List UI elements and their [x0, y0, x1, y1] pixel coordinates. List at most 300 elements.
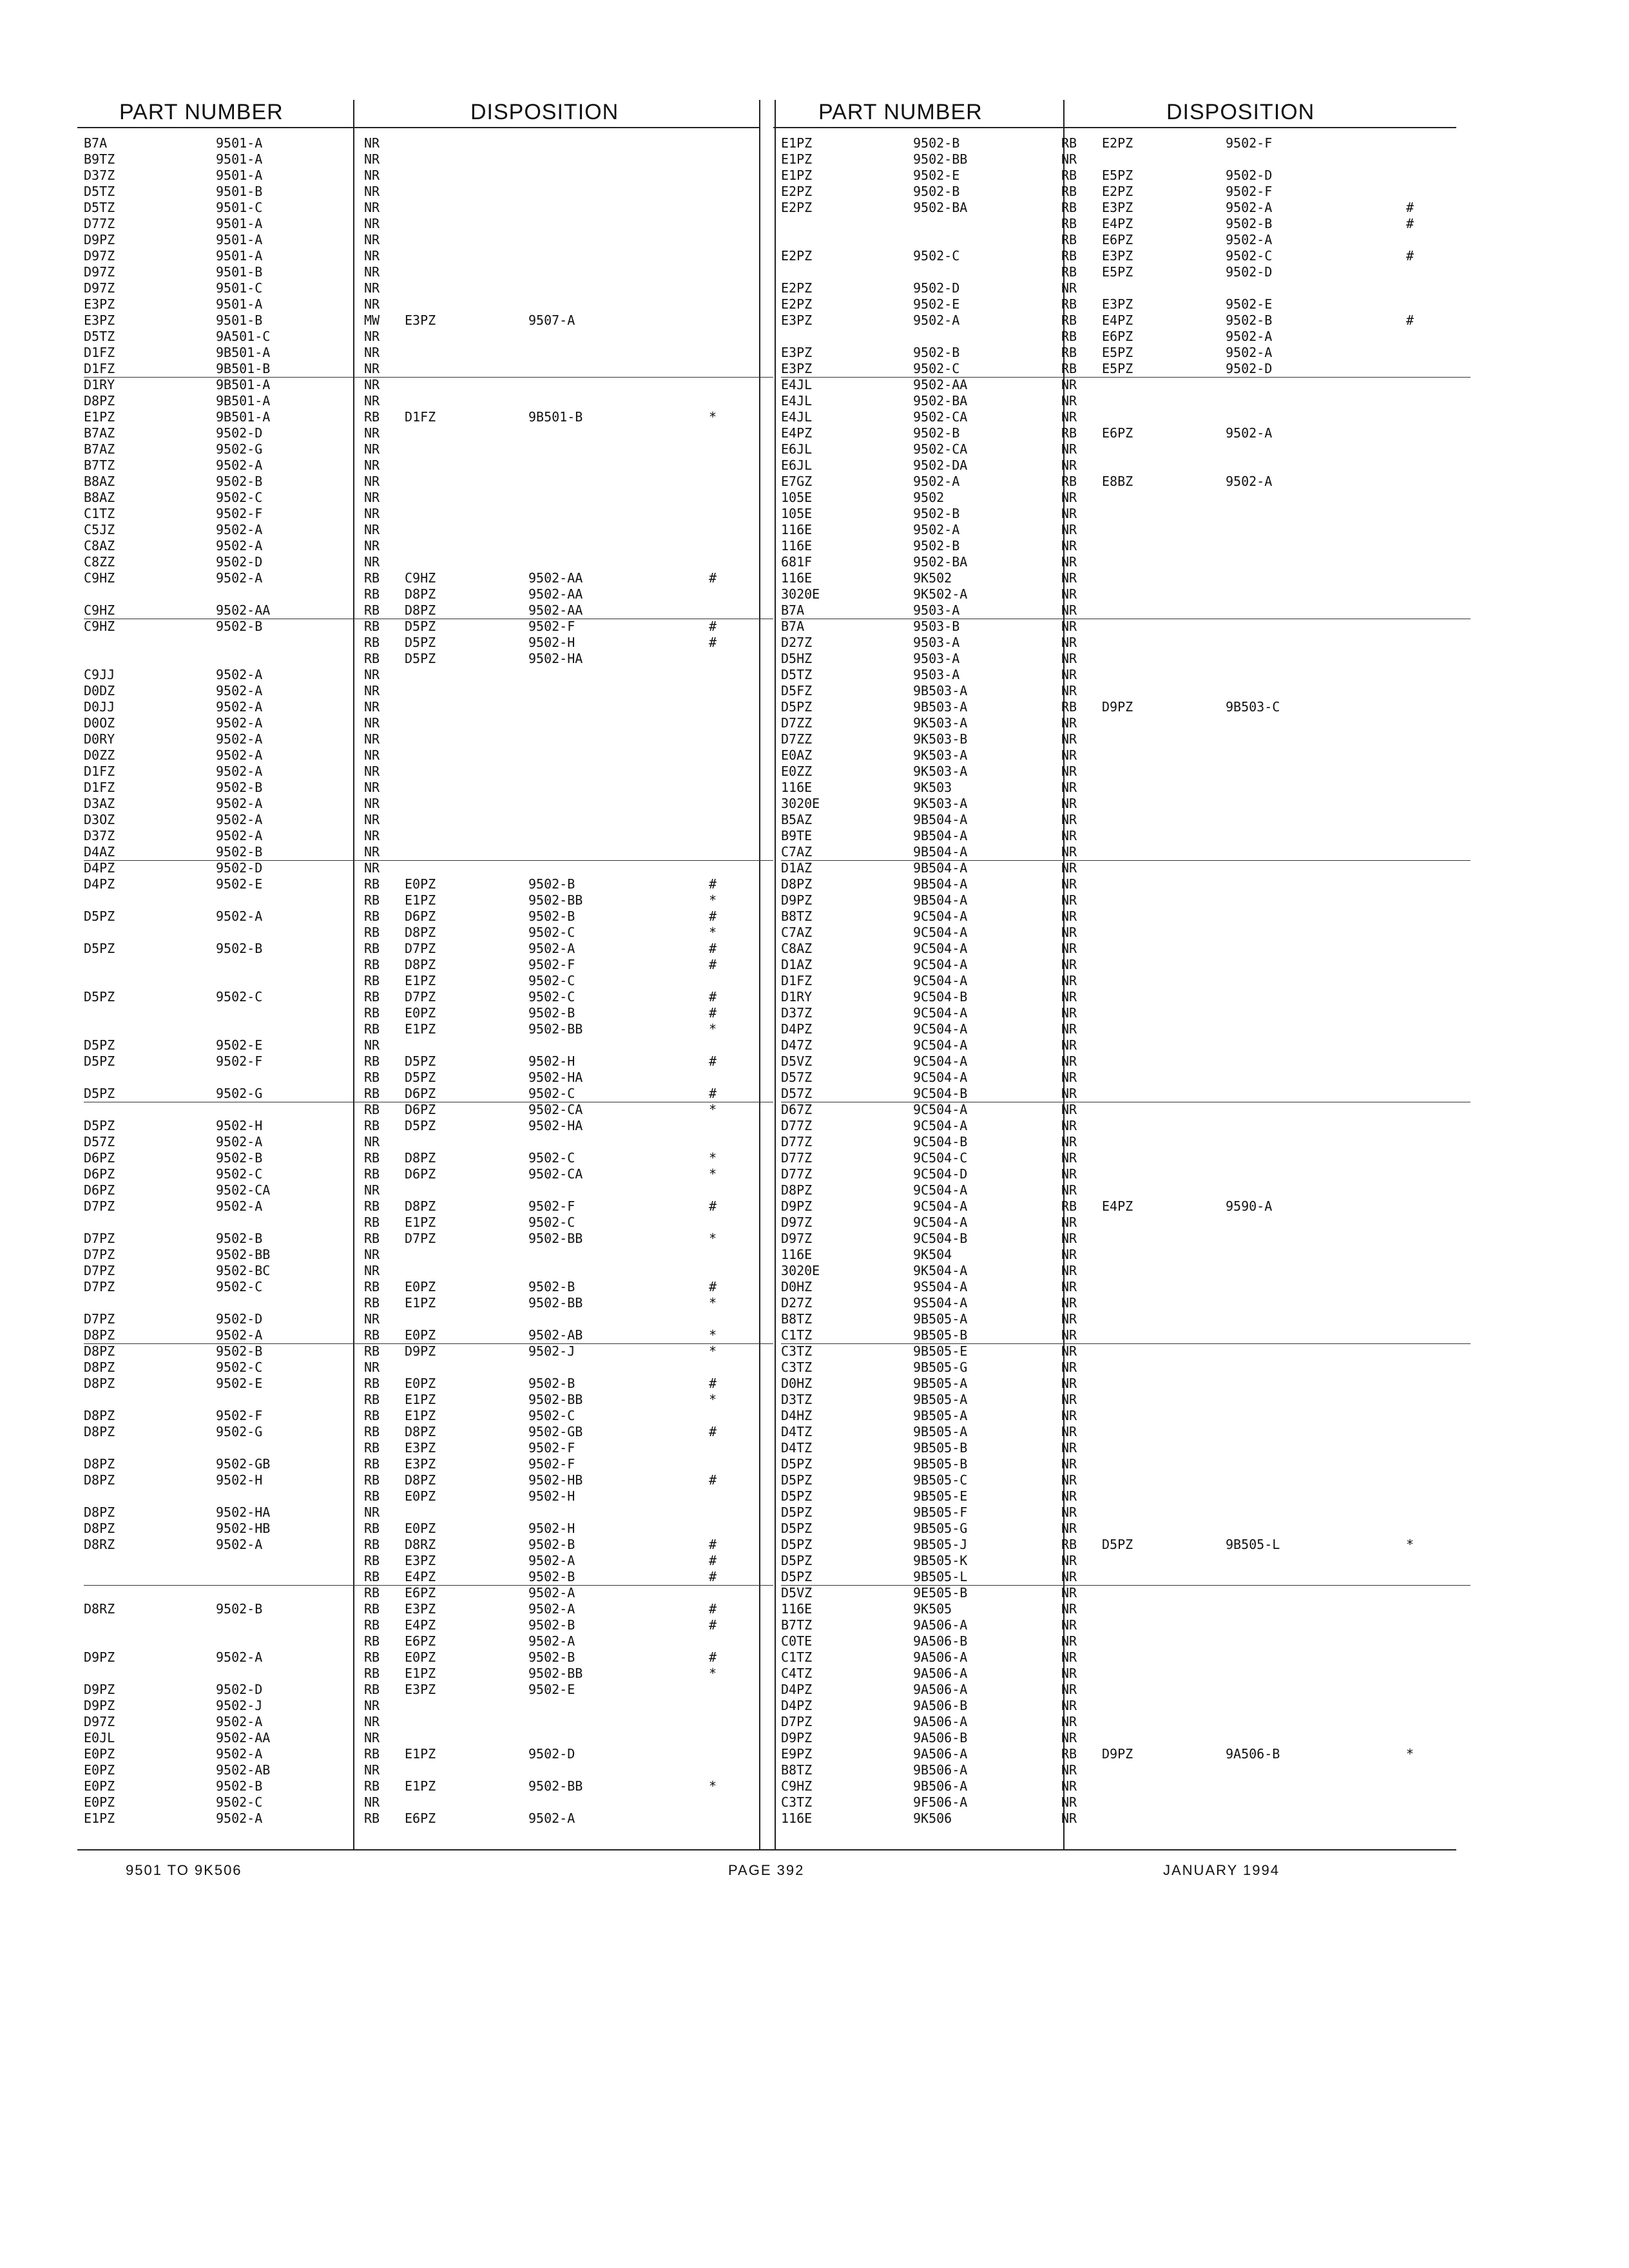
part-suffix-cell: 9B505-A: [913, 1376, 968, 1391]
part-number-cell: E3PZ: [84, 296, 115, 312]
mark-cell: #: [709, 1617, 717, 1633]
part-number-cell: B8TZ: [781, 1311, 813, 1327]
successor-part-cell: E0PZ: [405, 1649, 436, 1665]
successor-part-cell: D8PZ: [405, 1424, 436, 1439]
part-number-cell: D57Z: [781, 1070, 813, 1085]
part-suffix-cell: 9502-C: [216, 989, 263, 1004]
mark-cell: #: [1406, 216, 1414, 231]
part-suffix-cell: 9502-BC: [216, 1263, 271, 1278]
successor-part-cell: C9HZ: [405, 570, 436, 586]
part-suffix-cell: 9B503-A: [913, 683, 968, 698]
part-suffix-cell: 9502-B: [913, 506, 960, 521]
disposition-code-cell: NR: [1061, 764, 1077, 779]
table-row: [781, 796, 1470, 812]
successor-suffix-cell: 9502-F: [528, 619, 575, 634]
part-number-cell: C8ZZ: [84, 554, 115, 570]
part-number-cell: D5TZ: [781, 667, 813, 682]
disposition-code-cell: NR: [364, 554, 380, 570]
part-suffix-cell: 9C504-A: [913, 1005, 968, 1021]
successor-suffix-cell: 9502-F: [528, 1456, 575, 1472]
disposition-code-cell: NR: [1061, 538, 1077, 553]
table-row: [781, 1198, 1470, 1215]
part-suffix-cell: 9K505: [913, 1601, 952, 1617]
table-row: [781, 312, 1470, 329]
disposition-code-cell: NR: [364, 345, 380, 360]
mark-cell: *: [709, 1021, 717, 1037]
table-row: [84, 586, 773, 602]
part-number-cell: D0DZ: [84, 683, 115, 698]
part-number-cell: D37Z: [781, 1005, 813, 1021]
disposition-code-cell: NR: [364, 329, 380, 344]
disposition-code-cell: NR: [364, 812, 380, 827]
disposition-code-cell: NR: [364, 860, 380, 876]
part-number-cell: D97Z: [84, 1714, 115, 1729]
part-suffix-cell: 9C504-A: [913, 908, 968, 924]
mark-cell: #: [709, 1472, 717, 1488]
table-row: [84, 747, 773, 764]
part-suffix-cell: 9B505-E: [913, 1343, 968, 1359]
table-row: [781, 699, 1470, 715]
part-number-cell: D5VZ: [781, 1053, 813, 1069]
part-number-cell: D5TZ: [84, 184, 115, 199]
part-suffix-cell: 9502-C: [216, 490, 263, 505]
part-number-cell: D7PZ: [84, 1279, 115, 1294]
table-row: [84, 1601, 773, 1617]
part-suffix-cell: 9502-J: [216, 1698, 263, 1713]
disposition-code-cell: RB: [1061, 345, 1077, 360]
part-number-cell: C1TZ: [84, 506, 115, 521]
part-number-cell: E2PZ: [781, 200, 813, 215]
part-number-cell: 116E: [781, 1601, 813, 1617]
disposition-code-cell: RB: [1061, 135, 1077, 151]
part-suffix-cell: 9502-C: [216, 1360, 263, 1375]
part-number-cell: D4TZ: [781, 1440, 813, 1456]
part-suffix-cell: 9C504-A: [913, 1215, 968, 1230]
part-number-cell: D1RY: [781, 989, 813, 1004]
part-number-cell: D5PZ: [781, 1553, 813, 1568]
successor-suffix-cell: 9502-AB: [528, 1327, 583, 1343]
successor-suffix-cell: 9502-A: [1226, 200, 1273, 215]
part-suffix-cell: 9A501-C: [216, 329, 271, 344]
successor-suffix-cell: 9502-B: [528, 876, 575, 892]
part-suffix-cell: 9A506-A: [913, 1666, 968, 1681]
group-rule: [781, 860, 1470, 861]
part-suffix-cell: 9502-A: [216, 908, 263, 924]
part-number-cell: C3TZ: [781, 1360, 813, 1375]
part-suffix-cell: 9502-D: [216, 860, 263, 876]
disposition-code-cell: NR: [364, 1247, 380, 1262]
disposition-code-cell: RB: [364, 1070, 380, 1085]
table-row: [781, 1037, 1470, 1053]
part-number-cell: E4JL: [781, 409, 813, 425]
disposition-code-cell: NR: [1061, 1601, 1077, 1617]
successor-suffix-cell: 9502-BB: [528, 1666, 583, 1681]
disposition-code-cell: NR: [1061, 941, 1077, 956]
table-row: [84, 248, 773, 264]
part-number-cell: D8RZ: [84, 1537, 115, 1552]
successor-suffix-cell: 9502-BB: [528, 892, 583, 908]
part-suffix-cell: 9502-C: [216, 1279, 263, 1294]
table-row: [84, 1343, 773, 1360]
table-row: [84, 1440, 773, 1456]
disposition-code-cell: NR: [364, 393, 380, 408]
part-suffix-cell: 9B505-A: [913, 1424, 968, 1439]
successor-suffix-cell: 9502-A: [528, 1553, 575, 1568]
successor-part-cell: E0PZ: [405, 1279, 436, 1294]
mark-cell: #: [709, 1537, 717, 1552]
part-number-cell: C1TZ: [781, 1327, 813, 1343]
successor-suffix-cell: 9502-A: [1226, 425, 1273, 441]
part-suffix-cell: 9503-A: [913, 602, 960, 618]
part-suffix-cell: 9C504-A: [913, 1118, 968, 1133]
successor-part-cell: E3PZ: [405, 312, 436, 328]
table-row: [84, 651, 773, 667]
successor-suffix-cell: 9502-A: [1226, 232, 1273, 247]
successor-part-cell: E3PZ: [405, 1440, 436, 1456]
disposition-code-cell: NR: [1061, 844, 1077, 860]
part-number-cell: D97Z: [84, 264, 115, 280]
part-number-cell: D6PZ: [84, 1182, 115, 1198]
table-row: [84, 699, 773, 715]
disposition-code-cell: RB: [364, 409, 380, 425]
successor-suffix-cell: 9502-HA: [528, 1118, 583, 1133]
table-row: [84, 522, 773, 538]
disposition-code-cell: NR: [364, 168, 380, 183]
table-row: [781, 1488, 1470, 1504]
part-number-cell: 116E: [781, 1247, 813, 1262]
disposition-code-cell: RB: [1061, 232, 1077, 247]
part-number-cell: D4PZ: [781, 1021, 813, 1037]
successor-suffix-cell: 9502-C: [528, 1408, 575, 1423]
table-row: [781, 1521, 1470, 1537]
table-row: [781, 248, 1470, 264]
disposition-code-cell: NR: [364, 457, 380, 473]
disposition-code-cell: RB: [364, 1408, 380, 1423]
disposition-code-cell: NR: [364, 474, 380, 489]
part-number-cell: E9PZ: [781, 1746, 813, 1762]
successor-part-cell: E3PZ: [405, 1553, 436, 1568]
disposition-code-cell: NR: [364, 441, 380, 457]
disposition-code-cell: RB: [1061, 248, 1077, 264]
table-row: [84, 474, 773, 490]
disposition-code-cell: RB: [1061, 329, 1077, 344]
disposition-code-cell: NR: [1061, 1714, 1077, 1729]
part-suffix-cell: 9503-B: [913, 619, 960, 634]
successor-part-cell: E1PZ: [405, 973, 436, 988]
disposition-code-cell: NR: [364, 264, 380, 280]
disposition-code-cell: NR: [364, 1263, 380, 1278]
part-suffix-cell: 9K504-A: [913, 1263, 968, 1278]
part-number-cell: D0HZ: [781, 1376, 813, 1391]
part-number-cell: D4HZ: [781, 1408, 813, 1423]
table-row: [84, 941, 773, 957]
table-row: [84, 731, 773, 747]
table-row: [781, 683, 1470, 699]
part-suffix-cell: 9502-A: [216, 570, 263, 586]
part-suffix-cell: 9502-BA: [913, 393, 968, 408]
disposition-code-cell: NR: [1061, 1778, 1077, 1794]
table-row: [781, 1295, 1470, 1311]
part-number-cell: D5VZ: [781, 1585, 813, 1600]
disposition-code-cell: NR: [364, 764, 380, 779]
disposition-code-cell: NR: [1061, 1521, 1077, 1536]
part-number-cell: D1FZ: [84, 780, 115, 795]
successor-suffix-cell: 9502-A: [1226, 329, 1273, 344]
table-row: [84, 973, 773, 989]
part-suffix-cell: 9B505-B: [913, 1456, 968, 1472]
part-number-cell: D5TZ: [84, 200, 115, 215]
part-number-cell: D5PZ: [84, 989, 115, 1004]
table-row: [781, 425, 1470, 441]
table-row: [781, 715, 1470, 731]
part-suffix-cell: 9502-G: [216, 1086, 263, 1101]
part-suffix-cell: 9502-B: [216, 1778, 263, 1794]
disposition-code-cell: RB: [364, 651, 380, 666]
table-row: [84, 1247, 773, 1263]
table-row: [84, 957, 773, 973]
mark-cell: #: [1406, 200, 1414, 215]
successor-suffix-cell: 9502-A: [1226, 345, 1273, 360]
disposition-code-cell: NR: [1061, 1569, 1077, 1584]
mark-cell: *: [709, 1392, 717, 1407]
disposition-code-cell: RB: [1061, 361, 1077, 376]
part-suffix-cell: 9502-D: [216, 554, 263, 570]
part-suffix-cell: 9502-B: [216, 1150, 263, 1166]
part-number-cell: C0TE: [781, 1633, 813, 1649]
part-suffix-cell: 9501-C: [216, 200, 263, 215]
part-suffix-cell: 9502-E: [216, 1037, 263, 1053]
part-number-cell: B5AZ: [781, 812, 813, 827]
disposition-code-cell: NR: [364, 361, 380, 376]
table-row: [781, 731, 1470, 747]
table-row: [84, 1504, 773, 1521]
successor-part-cell: D1FZ: [405, 409, 436, 425]
disposition-code-cell: RB: [364, 1521, 380, 1536]
part-suffix-cell: 9502-GB: [216, 1456, 271, 1472]
disposition-code-cell: NR: [364, 699, 380, 715]
table-row: [781, 329, 1470, 345]
disposition-code-cell: RB: [364, 1472, 380, 1488]
table-row: [84, 184, 773, 200]
disposition-code-cell: NR: [1061, 1376, 1077, 1391]
successor-part-cell: E0PZ: [405, 876, 436, 892]
table-row: [84, 1392, 773, 1408]
part-suffix-cell: 9502-CA: [913, 441, 968, 457]
mark-cell: *: [1406, 1537, 1414, 1552]
table-row: [781, 651, 1470, 667]
part-number-cell: D8PZ: [781, 876, 813, 892]
disposition-code-cell: NR: [1061, 1666, 1077, 1681]
disposition-code-cell: RB: [364, 1649, 380, 1665]
table-row: [84, 1488, 773, 1504]
successor-suffix-cell: 9502-BB: [528, 1778, 583, 1794]
part-suffix-cell: 9B505-G: [913, 1521, 968, 1536]
part-suffix-cell: 9502-BB: [216, 1247, 271, 1262]
table-row: [781, 1762, 1470, 1778]
disposition-code-cell: NR: [364, 200, 380, 215]
part-number-cell: E3PZ: [781, 312, 813, 328]
mark-cell: *: [709, 1166, 717, 1182]
mark-cell: #: [709, 941, 717, 956]
disposition-code-cell: RB: [364, 1118, 380, 1133]
successor-part-cell: D8PZ: [405, 1472, 436, 1488]
successor-part-cell: E2PZ: [1102, 184, 1133, 199]
table-row: [84, 232, 773, 248]
successor-suffix-cell: 9502-B: [528, 908, 575, 924]
table-row: [84, 1714, 773, 1730]
part-number-cell: 3020E: [781, 796, 820, 811]
table-row: [84, 409, 773, 425]
right-header: [773, 100, 1456, 128]
disposition-code-cell: RB: [1061, 216, 1077, 231]
part-number-cell: D77Z: [84, 216, 115, 231]
part-suffix-cell: 9502-A: [216, 683, 263, 698]
table-row: [781, 1086, 1470, 1102]
successor-part-cell: D6PZ: [405, 1102, 436, 1117]
right-part-number-header: PART NUMBER: [818, 100, 983, 124]
disposition-code-cell: RB: [364, 1343, 380, 1359]
part-suffix-cell: 9C504-A: [913, 1070, 968, 1085]
part-number-cell: D7PZ: [84, 1198, 115, 1214]
part-suffix-cell: 9502: [913, 490, 945, 505]
successor-part-cell: E8BZ: [1102, 474, 1133, 489]
disposition-code-cell: NR: [1061, 780, 1077, 795]
group-rule: [84, 860, 773, 861]
part-number-cell: D4AZ: [84, 844, 115, 860]
part-number-cell: D77Z: [781, 1134, 813, 1149]
table-row: [781, 200, 1470, 216]
part-suffix-cell: 9502-AA: [216, 1730, 271, 1745]
successor-suffix-cell: 9502-E: [528, 1682, 575, 1697]
successor-suffix-cell: 9A506-B: [1226, 1746, 1280, 1762]
part-suffix-cell: 9F506-A: [913, 1794, 968, 1810]
successor-suffix-cell: 9502-D: [1226, 264, 1273, 280]
part-number-cell: C5JZ: [84, 522, 115, 537]
successor-part-cell: E1PZ: [405, 892, 436, 908]
disposition-code-cell: NR: [1061, 1504, 1077, 1520]
disposition-code-cell: NR: [1061, 1053, 1077, 1069]
table-row: [84, 1279, 773, 1295]
part-suffix-cell: 9502-A: [216, 1714, 263, 1729]
left-part-number-header: PART NUMBER: [119, 100, 284, 124]
mark-cell: #: [709, 1053, 717, 1069]
part-suffix-cell: 9A506-B: [913, 1698, 968, 1713]
successor-suffix-cell: 9502-F: [1226, 184, 1273, 199]
part-number-cell: B7TZ: [84, 457, 115, 473]
part-suffix-cell: 9C504-A: [913, 1102, 968, 1117]
part-suffix-cell: 9K503-A: [913, 764, 968, 779]
part-number-cell: D0OZ: [84, 715, 115, 731]
part-number-cell: E1PZ: [781, 151, 813, 167]
disposition-code-cell: NR: [1061, 796, 1077, 811]
part-suffix-cell: 9502-BB: [913, 151, 968, 167]
footer-page: PAGE 392: [728, 1862, 805, 1878]
successor-part-cell: E4PZ: [1102, 216, 1133, 231]
successor-part-cell: E0PZ: [405, 1327, 436, 1343]
disposition-code-cell: RB: [364, 1279, 380, 1294]
part-suffix-cell: 9502-D: [913, 280, 960, 296]
successor-suffix-cell: 9502-CA: [528, 1102, 583, 1117]
table-row: [781, 1247, 1470, 1263]
table-row: [781, 345, 1470, 361]
disposition-code-cell: NR: [1061, 957, 1077, 972]
disposition-code-cell: RB: [364, 1456, 380, 1472]
part-number-cell: D8PZ: [84, 1424, 115, 1439]
table-row: [84, 1762, 773, 1778]
disposition-code-cell: NR: [1061, 1247, 1077, 1262]
part-number-cell: D8PZ: [84, 1521, 115, 1536]
part-suffix-cell: 9K503: [913, 780, 952, 795]
mark-cell: #: [709, 1649, 717, 1665]
part-suffix-cell: 9502-B: [913, 425, 960, 441]
part-suffix-cell: 9K503-A: [913, 796, 968, 811]
table-row: [781, 1714, 1470, 1730]
disposition-code-cell: NR: [1061, 989, 1077, 1004]
table-row: [781, 457, 1470, 474]
part-number-cell: E4JL: [781, 377, 813, 392]
part-suffix-cell: 9501-B: [216, 184, 263, 199]
part-number-cell: D9PZ: [781, 892, 813, 908]
disposition-code-cell: RB: [364, 1569, 380, 1584]
table-row: [84, 1649, 773, 1666]
disposition-code-cell: RB: [364, 925, 380, 940]
part-number-cell: 116E: [781, 538, 813, 553]
table-row: [84, 457, 773, 474]
part-suffix-cell: 9502-CA: [913, 409, 968, 425]
table-row: [84, 1215, 773, 1231]
successor-part-cell: E5PZ: [1102, 168, 1133, 183]
mark-cell: #: [1406, 312, 1414, 328]
disposition-code-cell: RB: [364, 1198, 380, 1214]
part-number-cell: 116E: [781, 780, 813, 795]
part-suffix-cell: 9C504-A: [913, 941, 968, 956]
successor-suffix-cell: 9502-D: [1226, 361, 1273, 376]
part-suffix-cell: 9B503-A: [913, 699, 968, 715]
part-suffix-cell: 9B505-K: [913, 1553, 968, 1568]
successor-suffix-cell: 9502-B: [1226, 312, 1273, 328]
successor-part-cell: E3PZ: [405, 1682, 436, 1697]
part-number-cell: D1RY: [84, 377, 115, 392]
disposition-code-cell: RB: [364, 619, 380, 634]
successor-suffix-cell: 9B501-B: [528, 409, 583, 425]
table-row: [84, 216, 773, 232]
group-rule: [84, 377, 773, 378]
disposition-code-cell: RB: [364, 989, 380, 1004]
mark-cell: #: [709, 957, 717, 972]
successor-part-cell: D8PZ: [405, 925, 436, 940]
part-number-cell: D5PZ: [781, 1537, 813, 1552]
part-suffix-cell: 9502-BA: [913, 554, 968, 570]
table-row: [781, 522, 1470, 538]
disposition-code-cell: NR: [1061, 1698, 1077, 1713]
table-row: [84, 1102, 773, 1118]
table-row: [781, 989, 1470, 1005]
part-number-cell: C7AZ: [781, 844, 813, 860]
successor-part-cell: E0PZ: [405, 1488, 436, 1504]
table-row: [781, 1440, 1470, 1456]
disposition-code-cell: NR: [1061, 1343, 1077, 1359]
table-row: [781, 474, 1470, 490]
part-suffix-cell: 9502-F: [216, 1408, 263, 1423]
part-suffix-cell: 9502-A: [913, 312, 960, 328]
table-row: [781, 232, 1470, 248]
table-row: [781, 296, 1470, 312]
disposition-code-cell: RB: [364, 1633, 380, 1649]
part-number-cell: D1AZ: [781, 957, 813, 972]
disposition-code-cell: RB: [364, 1231, 380, 1246]
successor-part-cell: D7PZ: [405, 1231, 436, 1246]
part-suffix-cell: 9502-D: [216, 425, 263, 441]
